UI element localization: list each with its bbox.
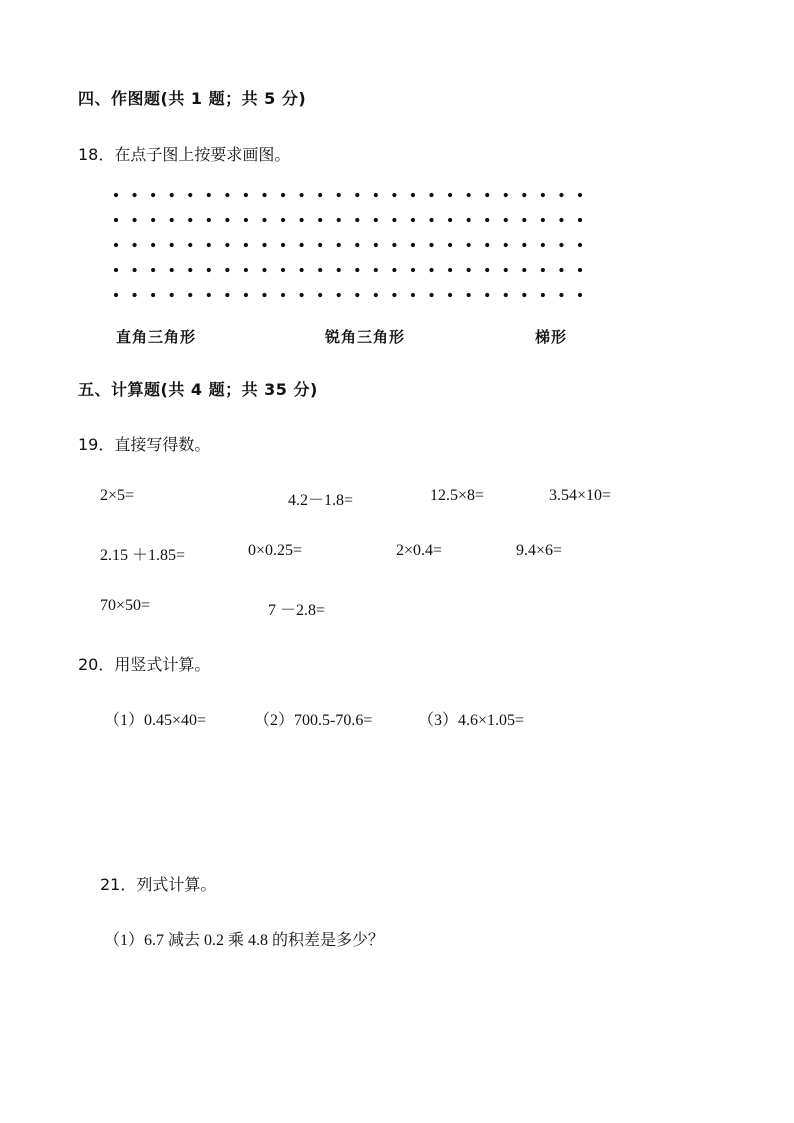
grid-dot[interactable] xyxy=(411,218,415,222)
grid-dot[interactable] xyxy=(559,268,563,272)
grid-dot[interactable] xyxy=(485,218,489,222)
grid-dot[interactable] xyxy=(392,243,396,247)
grid-dot[interactable] xyxy=(467,243,471,247)
calc-item: 12.5×8= xyxy=(430,487,485,504)
grid-dot[interactable] xyxy=(244,243,248,247)
vertical-calc-item: （1）0.45×40= xyxy=(104,712,207,729)
grid-dot[interactable] xyxy=(188,293,192,297)
grid-dot[interactable] xyxy=(300,293,304,297)
grid-dot[interactable] xyxy=(337,243,341,247)
grid-dot[interactable] xyxy=(559,193,563,197)
grid-dot[interactable] xyxy=(485,293,489,297)
grid-dot[interactable] xyxy=(337,218,341,222)
grid-dot[interactable] xyxy=(225,193,229,197)
grid-dot[interactable] xyxy=(485,193,489,197)
grid-dot[interactable] xyxy=(411,243,415,247)
grid-dot[interactable] xyxy=(504,268,508,272)
grid-dot[interactable] xyxy=(151,293,155,297)
grid-dot[interactable] xyxy=(132,193,136,197)
grid-dot[interactable] xyxy=(411,293,415,297)
grid-dot[interactable] xyxy=(448,293,452,297)
grid-dot[interactable] xyxy=(207,243,211,247)
grid-dot[interactable] xyxy=(578,218,582,222)
calc-item: 0×0.25= xyxy=(248,542,303,559)
grid-dot[interactable] xyxy=(392,193,396,197)
grid-dot[interactable] xyxy=(281,268,285,272)
grid-dot[interactable] xyxy=(578,243,582,247)
grid-dot[interactable] xyxy=(559,218,563,222)
grid-dot[interactable] xyxy=(578,293,582,297)
grid-dot[interactable] xyxy=(262,193,266,197)
grid-dot[interactable] xyxy=(448,218,452,222)
grid-dot[interactable] xyxy=(262,218,266,222)
grid-dot[interactable] xyxy=(170,293,174,297)
grid-dot[interactable] xyxy=(244,193,248,197)
calc-item: 9.4×6= xyxy=(516,542,563,559)
grid-dot[interactable] xyxy=(541,243,545,247)
calc-item: 2×0.4= xyxy=(396,542,443,559)
grid-dot[interactable] xyxy=(485,268,489,272)
grid-dot[interactable] xyxy=(429,268,433,272)
grid-dot[interactable] xyxy=(170,193,174,197)
grid-dot[interactable] xyxy=(318,218,322,222)
grid-dot[interactable] xyxy=(374,243,378,247)
grid-dot[interactable] xyxy=(207,218,211,222)
grid-dot[interactable] xyxy=(578,193,582,197)
label-acute-triangle: 锐角三角形 xyxy=(325,328,406,346)
calc-item: 70×50= xyxy=(100,597,151,614)
grid-dot[interactable] xyxy=(188,243,192,247)
grid-dot[interactable] xyxy=(225,293,229,297)
grid-dot[interactable] xyxy=(355,243,359,247)
grid-dot[interactable] xyxy=(374,293,378,297)
grid-dot[interactable] xyxy=(262,243,266,247)
label-right-triangle: 直角三角形 xyxy=(116,328,197,346)
grid-dot[interactable] xyxy=(337,293,341,297)
grid-dot[interactable] xyxy=(448,243,452,247)
grid-dot[interactable] xyxy=(392,293,396,297)
grid-dot[interactable] xyxy=(114,193,118,197)
grid-dot[interactable] xyxy=(207,193,211,197)
vertical-calc-item: （2）700.5-70.6= xyxy=(254,712,373,729)
grid-dot[interactable] xyxy=(188,218,192,222)
grid-dot[interactable] xyxy=(541,268,545,272)
grid-dot[interactable] xyxy=(355,218,359,222)
grid-dot[interactable] xyxy=(485,243,489,247)
grid-dot[interactable] xyxy=(541,218,545,222)
grid-dot[interactable] xyxy=(114,268,118,272)
grid-dot[interactable] xyxy=(244,218,248,222)
grid-dot[interactable] xyxy=(374,218,378,222)
grid-dot[interactable] xyxy=(429,293,433,297)
grid-dot[interactable] xyxy=(262,268,266,272)
grid-dot[interactable] xyxy=(355,293,359,297)
grid-dot[interactable] xyxy=(281,193,285,197)
grid-dot[interactable] xyxy=(151,243,155,247)
grid-dot[interactable] xyxy=(244,293,248,297)
grid-dot[interactable] xyxy=(281,293,285,297)
word-problem-item: （1）6.7 减去 0.2 乘 4.8 的积差是多少？ xyxy=(104,932,385,949)
grid-dot[interactable] xyxy=(578,268,582,272)
grid-dot[interactable] xyxy=(318,293,322,297)
question-19-prompt: 19．直接写得数。 xyxy=(78,435,211,454)
grid-dot[interactable] xyxy=(429,243,433,247)
grid-dot[interactable] xyxy=(522,268,526,272)
grid-dot[interactable] xyxy=(522,243,526,247)
grid-dot[interactable] xyxy=(448,193,452,197)
grid-dot[interactable] xyxy=(337,268,341,272)
grid-dot[interactable] xyxy=(504,218,508,222)
grid-dot[interactable] xyxy=(374,193,378,197)
calc-item: 2.15 ＋1.85= xyxy=(100,547,186,564)
grid-dot[interactable] xyxy=(504,293,508,297)
grid-dot[interactable] xyxy=(207,268,211,272)
grid-dot[interactable] xyxy=(541,193,545,197)
grid-dot[interactable] xyxy=(318,193,322,197)
question-21-prompt: 21．列式计算。 xyxy=(100,875,217,894)
grid-dot[interactable] xyxy=(559,243,563,247)
grid-dot[interactable] xyxy=(114,243,118,247)
calc-item: 4.2－1.8= xyxy=(288,492,354,509)
grid-dot[interactable] xyxy=(522,293,526,297)
grid-dot[interactable] xyxy=(244,268,248,272)
grid-dot[interactable] xyxy=(225,268,229,272)
grid-dot[interactable] xyxy=(170,243,174,247)
grid-dot[interactable] xyxy=(281,218,285,222)
section-5-heading: 五、计算题(共 4 题；共 35 分) xyxy=(78,380,318,399)
question-18-prompt: 18．在点子图上按要求画图。 xyxy=(78,145,291,164)
grid-dot[interactable] xyxy=(170,268,174,272)
grid-dot[interactable] xyxy=(300,243,304,247)
grid-dot[interactable] xyxy=(300,193,304,197)
grid-dot[interactable] xyxy=(429,218,433,222)
grid-dot[interactable] xyxy=(337,193,341,197)
grid-dot[interactable] xyxy=(132,243,136,247)
grid-dot[interactable] xyxy=(355,193,359,197)
grid-dot[interactable] xyxy=(300,218,304,222)
calc-item: 2×5= xyxy=(100,487,135,504)
grid-dot[interactable] xyxy=(151,268,155,272)
grid-dot[interactable] xyxy=(188,268,192,272)
grid-dot[interactable] xyxy=(504,243,508,247)
grid-dot[interactable] xyxy=(504,193,508,197)
grid-dot[interactable] xyxy=(225,243,229,247)
calc-item: 3.54×10= xyxy=(549,487,612,504)
grid-dot[interactable] xyxy=(300,268,304,272)
grid-dot[interactable] xyxy=(151,193,155,197)
dot-grid[interactable] xyxy=(0,0,794,320)
calc-item: 7 －2.8= xyxy=(268,602,326,619)
grid-dot[interactable] xyxy=(132,268,136,272)
grid-dot[interactable] xyxy=(355,268,359,272)
grid-dot[interactable] xyxy=(374,268,378,272)
grid-dot[interactable] xyxy=(448,268,452,272)
grid-dot[interactable] xyxy=(225,218,229,222)
grid-dot[interactable] xyxy=(467,268,471,272)
question-20-prompt: 20．用竖式计算。 xyxy=(78,655,211,674)
grid-dot[interactable] xyxy=(392,218,396,222)
grid-dot[interactable] xyxy=(559,293,563,297)
grid-dot[interactable] xyxy=(318,268,322,272)
grid-dot[interactable] xyxy=(411,268,415,272)
grid-dot[interactable] xyxy=(467,193,471,197)
grid-dot[interactable] xyxy=(132,218,136,222)
grid-dot[interactable] xyxy=(114,293,118,297)
grid-dot[interactable] xyxy=(541,293,545,297)
grid-dot[interactable] xyxy=(467,218,471,222)
grid-dot[interactable] xyxy=(392,268,396,272)
grid-dot[interactable] xyxy=(114,218,118,222)
grid-dot[interactable] xyxy=(132,293,136,297)
grid-dot[interactable] xyxy=(411,193,415,197)
grid-dot[interactable] xyxy=(207,293,211,297)
grid-dot[interactable] xyxy=(188,193,192,197)
section-4-heading: 四、作图题(共 1 题；共 5 分) xyxy=(78,89,307,108)
grid-dot[interactable] xyxy=(522,193,526,197)
grid-dot[interactable] xyxy=(281,243,285,247)
grid-dot[interactable] xyxy=(522,218,526,222)
grid-dot[interactable] xyxy=(151,218,155,222)
grid-dot[interactable] xyxy=(429,193,433,197)
grid-dot[interactable] xyxy=(170,218,174,222)
grid-dot[interactable] xyxy=(262,293,266,297)
vertical-calc-item: （3）4.6×1.05= xyxy=(418,712,525,729)
label-trapezoid: 梯形 xyxy=(535,328,568,346)
grid-dot[interactable] xyxy=(318,243,322,247)
grid-dot[interactable] xyxy=(467,293,471,297)
